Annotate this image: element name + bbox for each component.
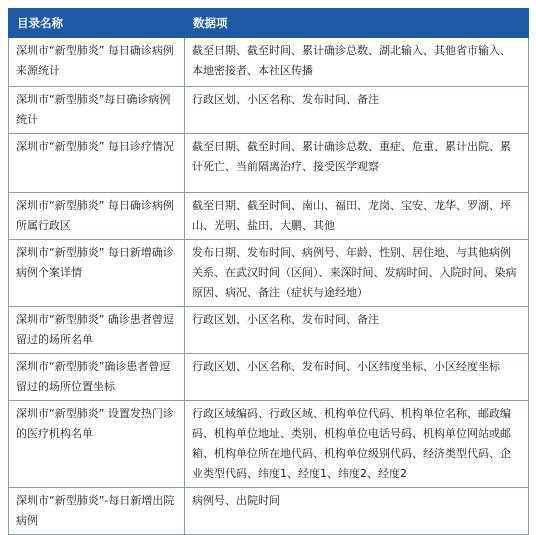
data-items-cell: 病例号、出院时间: [185, 488, 529, 535]
catalog-name-cell: 深圳市“新型肺炎”确诊患者曾逗留过的场所位置坐标: [9, 354, 185, 401]
table-row: [9, 354, 529, 401]
catalog-name-cell: 深圳市“新型肺炎” 设置发热门诊的医疗机构名单: [9, 401, 185, 488]
data-catalog-table: [8, 8, 529, 535]
table-row: [9, 87, 529, 134]
catalog-name-cell: 深圳市“新型肺炎” 确诊患者曾逗留过的场所名单: [9, 307, 185, 354]
data-items-cell: 行政区域编码、行政区域、机构单位代码、机构单位名称、邮政编码、机构单位地址、类别、机构单位电话号码、机构单位网站或邮箱、机构单位所在地代码、机构单位级别代码、经济类型代码、企业类型代码、纬度1、经度1、纬度2、经度2: [185, 401, 529, 488]
data-catalog-table-container: [8, 8, 528, 535]
header-data-items: 数据项: [185, 9, 529, 38]
data-items-cell: 截至日期、截至时间、累计确诊总数、重症、危重、累计出院、累计死亡、当前隔离治疗、接受医学观察: [185, 134, 529, 193]
data-items-cell: 行政区划、小区名称、发布时间、备注: [185, 307, 529, 354]
table-row: [9, 134, 529, 193]
data-items-cell: 行政区划、小区名称、发布时间、备注: [185, 87, 529, 134]
catalog-name-cell: 深圳市“新型肺炎” 每日诊疗情况: [9, 134, 185, 193]
table-row: [9, 307, 529, 354]
data-items-cell: 发布日期、发布时间、病例号、年龄、性别、居住地、与其他病例关系、在武汉时间（区间）、来深时间、发病时间、入院时间、染病原因、病况、备注（症状与途经地）: [185, 240, 529, 307]
data-items-cell: 截至日期、截至时间、南山、福田、龙岗、宝安、龙华、罗湖、坪山、光明、盐田、大鹏、其他: [185, 193, 529, 240]
catalog-name-cell: 深圳市“新型肺炎”每日确诊病例统计: [9, 87, 185, 134]
catalog-name-cell: 深圳市“新型肺炎” 每日确诊病例所属行政区: [9, 193, 185, 240]
catalog-name-cell: 深圳市“新型肺炎” 每日确诊病例来源统计: [9, 38, 185, 87]
header-catalog-name: 目录名称: [9, 9, 185, 38]
data-items-cell: 截至日期、截至时间、累计确诊总数、湖北输入、其他省市输入、本地密接者、本社区传播: [185, 38, 529, 87]
table-row: [9, 38, 529, 87]
table-row: [9, 240, 529, 307]
table-header-row: [9, 9, 529, 38]
catalog-name-cell: 深圳市“新型肺炎” 每日新增确诊病例个案详情: [9, 240, 185, 307]
table-row: [9, 401, 529, 488]
table-row: [9, 488, 529, 535]
data-items-cell: 行政区划、小区名称、发布时间、小区纬度坐标、小区经度坐标: [185, 354, 529, 401]
catalog-name-cell: 深圳市“新型肺炎”-每日新增出院病例: [9, 488, 185, 535]
table-row: [9, 193, 529, 240]
